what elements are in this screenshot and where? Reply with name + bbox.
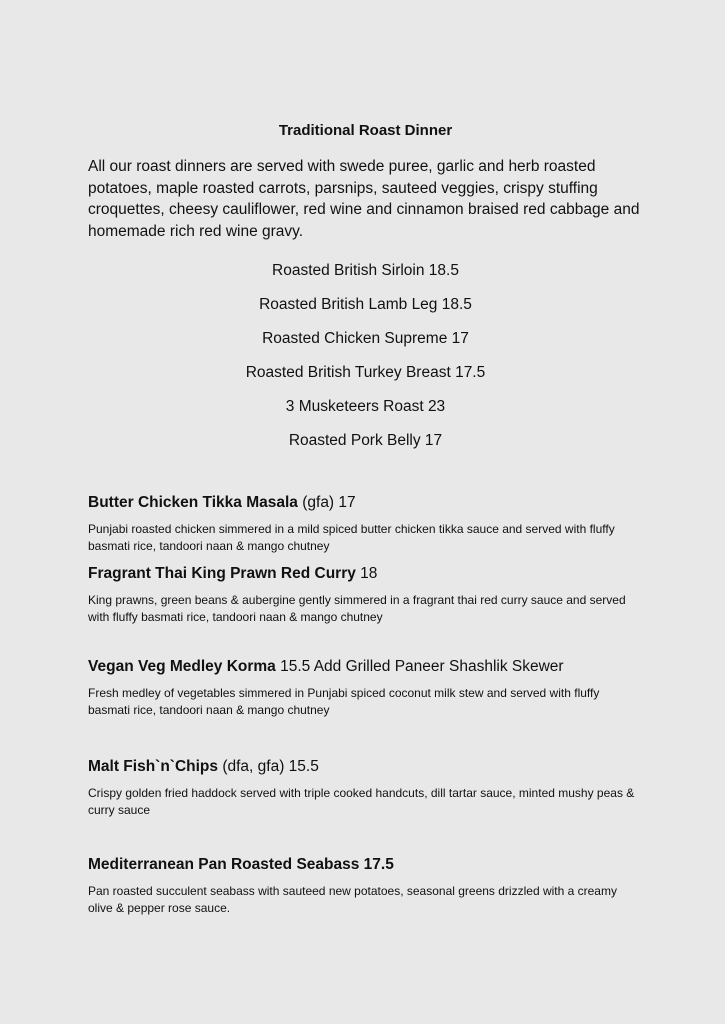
dish-name: Malt Fish`n`Chips	[88, 758, 219, 775]
dish-name: Mediterranean Pan Roasted Seabass 17.5	[88, 856, 394, 873]
roast-description: All our roast dinners are served with swede puree, garlic and herb roasted potatoes, maple roasted carrots, parsnips, sauteed veggies, crispy stuffing croquettes, cheesy cauliflower, red wine and cinnamon braised red cabbage and homemade rich red wine gravy.	[88, 158, 640, 240]
dish-title	[88, 657, 643, 677]
roast-title: Traditional Roast Dinner	[278, 122, 453, 139]
dish-description: King prawns, green beans & aubergine gently simmered in a fragrant thai red curry sauce and served with fluffy basmati rice, tandoori naan & mango chutney	[88, 593, 626, 624]
roast-item: Roasted British Turkey Breast 17.5	[245, 364, 486, 381]
roast-section	[88, 122, 643, 458]
dish-name: Vegan Veg Medley Korma	[88, 658, 276, 675]
dish-price: 15.5 Add Grilled Paneer Shashlik Skewer	[275, 658, 564, 675]
dish-title	[88, 757, 643, 777]
dish-title	[88, 493, 643, 513]
dish-title	[88, 564, 643, 584]
dish-description: Fresh medley of vegetables simmered in Punjabi spiced coconut milk stew and served with fluffy basmati rice, tandoori naan & mango chutney	[88, 686, 600, 717]
dish-price: 18	[355, 565, 378, 582]
roast-item: Roasted British Sirloin 18.5	[272, 262, 459, 279]
dish-veg-korma	[88, 657, 643, 719]
roast-item: Roasted Chicken Supreme 17	[262, 330, 469, 347]
roast-item-list	[88, 254, 643, 458]
dish-description: Pan roasted succulent seabass with sauteed new potatoes, seasonal greens drizzled with a creamy olive & pepper rose sauce.	[88, 884, 617, 915]
dish-fish-chips	[88, 757, 643, 819]
roast-item: Roasted Pork Belly 17	[288, 432, 443, 449]
roast-item: Roasted British Lamb Leg 18.5	[259, 296, 472, 313]
dish-description: Crispy golden fried haddock served with triple cooked handcuts, dill tartar sauce, minted mushy peas & curry sauce	[88, 786, 635, 817]
roast-item: 3 Musketeers Roast 23	[285, 398, 446, 415]
dish-price: (gfa) 17	[297, 494, 356, 511]
dish-description: Punjabi roasted chicken simmered in a mild spiced butter chicken tikka sauce and served with fluffy basmati rice, tandoori naan & mango chutney	[88, 522, 615, 553]
dish-name: Butter Chicken Tikka Masala	[88, 494, 298, 511]
dish-price: (dfa, gfa) 15.5	[218, 758, 319, 775]
dish-name: Fragrant Thai King Prawn Red Curry	[88, 565, 356, 582]
dish-title	[88, 855, 643, 875]
dish-butter-chicken	[88, 493, 643, 555]
dish-thai-curry	[88, 564, 643, 626]
dish-seabass	[88, 855, 643, 917]
